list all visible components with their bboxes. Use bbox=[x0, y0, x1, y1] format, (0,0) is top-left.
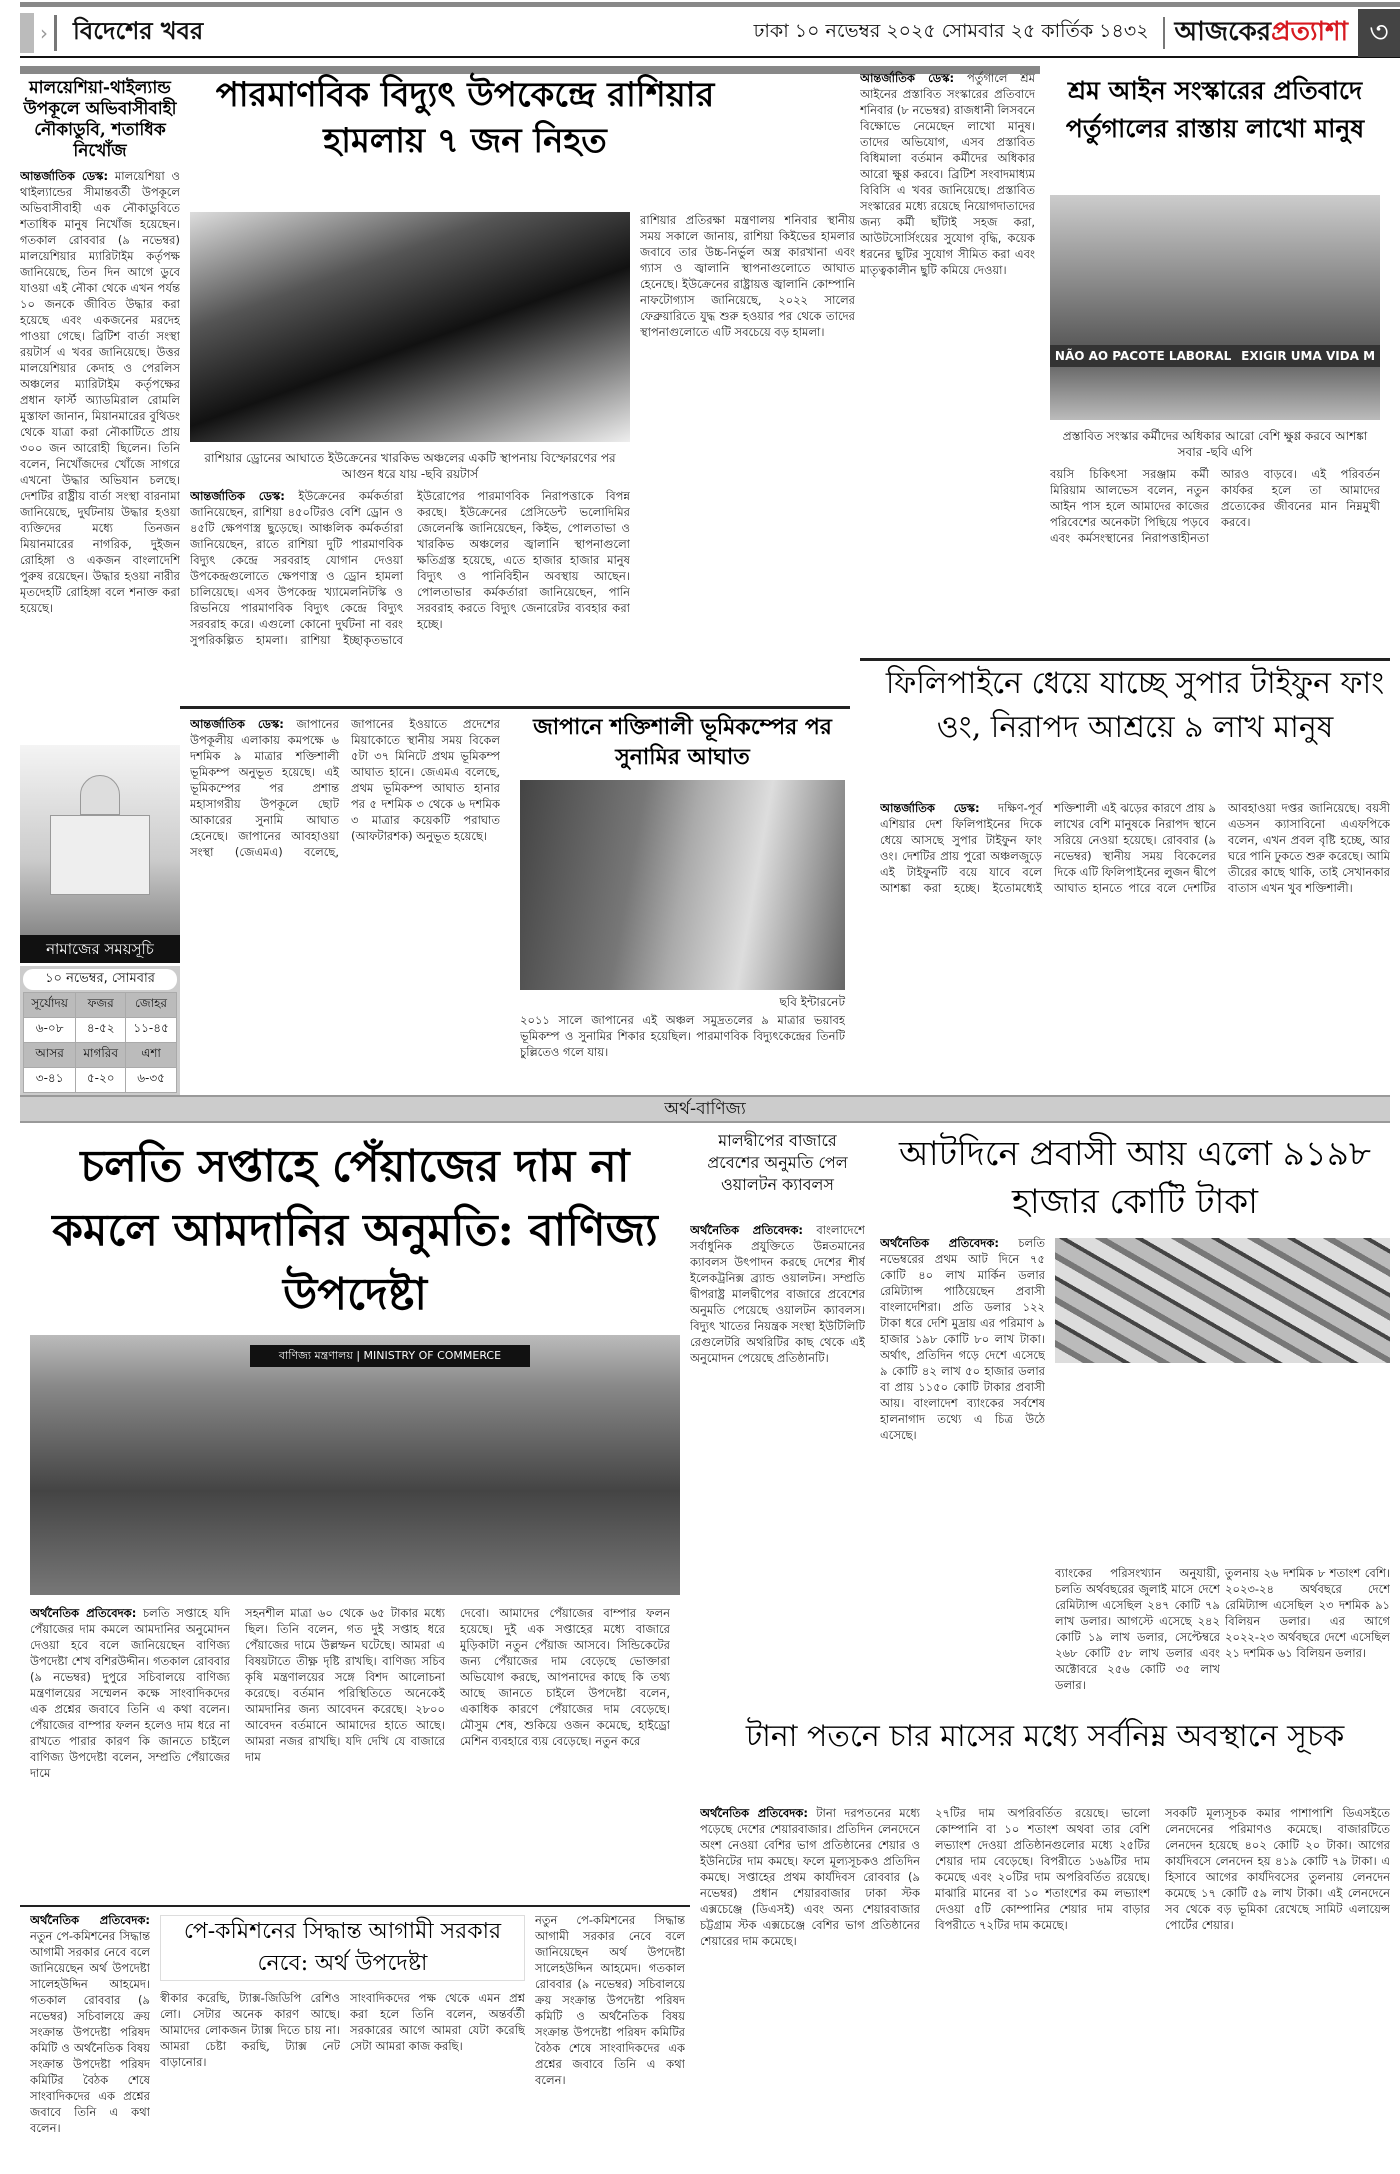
article-share-col2: ২৭টির দাম অপরিবর্তিত রয়েছে। ভালো কোম্পানি বা ১০ শতাংশ অথবা তার বেশি লভ্যাংশ দেওয়া প্রতিষ্ঠানগুলোর মধ্যে ২৫টির শেয়ার দাম বেড়েছে। বিপরীতে ১৬৯টির দাম কমেছে এবং ২০টির দাম অপরিবর্তিত রয়েছে। মাঝারি মানের বা ১০ শতাংশের কম লভ্যাংশ দেওয়া ৫টি কোম্পানির শেয়ার দাম বাড়ার বিপরীতে ৭২টির দাম কমেছে। bbox=[935, 1806, 1150, 1932]
prayer-label: জোহর bbox=[126, 993, 177, 1018]
top-rule bbox=[20, 2, 1400, 7]
dateline: আন্তর্জাতিক ডেস্ক: bbox=[20, 169, 109, 183]
divider bbox=[54, 15, 57, 51]
article-remittance-col2: ব্যাংকের পরিসংখ্যান অনুযায়ী, চলতি অর্থবছরের জুলাই মাসে দেশে রেমিট্যান্স এসেছিল ২৪৭ কোটি ৭৯ লাখ ডলার। আগস্টে এসেছে ২৪২ কোটি ১৯ লাখ ডলার, সেপ্টেম্বরে ২৬৮ কোটি ৫৮ লাখ ডলার এবং অক্টোবরে ২৫৬ কোটি ৩৫ লাখ ডলার। bbox=[1055, 1566, 1220, 1692]
dateline: অর্থনৈতিক প্রতিবেদক: bbox=[30, 1606, 137, 1620]
chevron-right-icon: › bbox=[40, 21, 48, 45]
article-body: চলতি নভেম্বরের প্রথম আট দিনে ৭৫ কোটি ৪০ লাখ মার্কিন ডলার রেমিট্যান্স পাঠিয়েছেন প্রবাসী বাংলাদেশিরা। প্রতি ডলার ১২২ টাকা ধরে দেশি মুদ্রায় এর পরিমাণ ৯ হাজার ১৯৮ কোটি ৮০ লাখ টাকা। অর্থাৎ, প্রতিদিন গড়ে দেশে এসেছে ৯ কোটি ৪২ লাখ ৫০ হাজার ডলার বা প্রায় ১১৫০ কোটি টাকার প্রবাসী আয়। বাংলাদেশ ব্যাংকের সর্বশেষ হালনাগাদ তথ্যে এ চিত্র উঠে এসেছে। bbox=[880, 1236, 1045, 1442]
prayer-time: ৩-৪১ bbox=[24, 1068, 76, 1093]
prayer-time: ৬-০৮ bbox=[24, 1018, 76, 1043]
article-walton bbox=[690, 1222, 865, 1712]
headline-portugal[interactable]: শ্রম আইন সংস্কারের প্রতিবাদে পর্তুগালের রাস্তায় লাখো মানুষ bbox=[1065, 76, 1365, 143]
headline-remittance[interactable]: আটদিনে প্রবাসী আয় এলো ৯১৯৮ হাজার কোটি টাকা bbox=[899, 1134, 1371, 1222]
money-photo bbox=[1055, 1238, 1390, 1363]
divider bbox=[1163, 17, 1165, 49]
article-share-col3: সবকটি মূল্যসূচক কমার পাশাপাশি ডিএসইতে লেনদেনের পরিমাণও কমেছে। বাজারটিতে লেনদেন হয়েছে ৪০২ কোটি ২০ টাকা। আগের কার্যদিবসে লেনদেন হয় ৪১৯ কোটি ৭৯ টাকা। এ হিসাবে আগের কার্যদিবসের তুলনায় লেনদেন কমেছে ১৭ কোটি ৫৯ লাখ টাকা। এই লেনদেনে সব থেকে বড় ভূমিকা রেখেছে সামিট এলায়েন্স পোর্টের শেয়ার। bbox=[1165, 1806, 1390, 1932]
rule bbox=[180, 706, 850, 709]
article-onion-col2: সহনশীল মাত্রা ৬০ থেকে ৬৫ টাকার মধ্যে ছিল। তিনি বলেন, গত দুই সপ্তাহ ধরে পেঁয়াজের দামে উল্লম্ফন ঘটেছে। আমরা এ বিষয়টাতে তীক্ষ্ণ দৃষ্টি রাখছি। বাণিজ্য সচিব কৃষি মন্ত্রণালয়ের সঙ্গে বিশদ আলোচনা করেছে। বর্তমান পরিস্থিতিতে অনেকেই আমদানির জন্য আবেদন করেছে। ২৮০০ আবেদন বর্তমানে আমাদের হাতে আছে। আমরা নজর রাখছি। যদি দেখি যে বাজারে দাম bbox=[245, 1606, 445, 1764]
protest-banners bbox=[1050, 345, 1380, 367]
article-body: মালয়েশিয়া ও থাইল্যান্ডের সীমান্তবর্তী উপকূলে অভিবাসীবাহী এক নৌকাডুবিতে শতাধিক মানুষ নিখোঁজ হয়েছেন। গতকাল রোববার (৯ নভেম্বর) মালয়েশিয়ার ম্যারিটাইম কর্তৃপক্ষ জানিয়েছে, তিন দিন আগে ডুবে যাওয়া এই নৌকা থেকে এখন পর্যন্ত ১০ জনকে জীবিত উদ্ধার করা হয়েছে এবং একজনের মরদেহ পাওয়া গেছে। ব্রিটিশ বার্তা সংস্থা রয়টার্স এ খবর জানিয়েছে। উত্তর মালয়েশিয়ার কেদাহ ও পেরলিস অঞ্চলের ম্যারিটাইম কর্তৃপক্ষের প্রধান ফার্স্ট অ্যাডমিরাল রোমলি মুস্তাফা জানান, মিয়ানমারের বুথিডং থেকে যাত্রা করা নৌকাটিতে প্রায় ৩০০ জন আরোহী ছিলেন। তিনি বলেন, নিখোঁজদের খোঁজে সাগরে এখনো উদ্ধার অভিযান চলছে। দেশটির রাষ্ট্রীয় বার্তা সংস্থা বারনামা জানিয়েছে, দুর্ঘটনায় উদ্ধার হওয়া ব্যক্তিদের মধ্যে তিনজন মিয়ানমারের নাগরিক, দুইজন রোহিঙ্গা ও একজন বাংলাদেশি পুরুষ রয়েছেন। উদ্ধার হওয়া নারীর মৃতদেহটি রোহিঙ্গা বলে শনাক্ত করা হয়েছে। bbox=[20, 169, 180, 615]
prayer-time: ৬-৩৫ bbox=[126, 1068, 177, 1093]
newspaper-logo[interactable] bbox=[1175, 11, 1348, 55]
headline-share[interactable]: টানা পতনে চার মাসের মধ্যে সর্বনিম্ন অবস্থানে সূচক bbox=[745, 1719, 1345, 1754]
article-body: পর্তুগালে শ্রম আইনের প্রস্তাবিত সংস্কারের প্রতিবাদে শনিবার (৮ নভেম্বর) রাজধানী লিসবনে বিক্ষোভে নেমেছেন লাখো মানুষ। তাদের অভিযোগ, এসব প্রস্তাবিত বিধিমালা বর্তমান কর্মীদের অধিকার আরো ক্ষুণ্ণ করবে। ব্রিটিশ সংবাদমাধ্যম বিবিসি এ খবর জানিয়েছে। প্রস্তাবিত সংস্কারের মধ্যে রয়েছে নিয়োগদাতাদের জন্য কর্মী ছাঁটাই সহজ করা, আউটসোর্সিংয়ের সুযোগ বৃদ্ধি, কয়েক ধরনের ছুটির সুযোগ সীমিত করা এবং মাতৃত্বকালীন ছুটি কমিয়ে দেওয়া। bbox=[860, 71, 1035, 277]
article-pay-col2: স্বীকার করেছি, ট্যাক্স-জিডিপি রেশিও লো। সেটার অনেক কারণ আছে। আমাদের লোকজন ট্যাক্স দিতে চায় না। আমরা চেষ্টা করছি, ট্যাক্স নেট বাড়ানোর। bbox=[160, 1991, 340, 2069]
prayer-time: ৫-২০ bbox=[76, 1068, 126, 1093]
onion-photo bbox=[30, 1335, 680, 1595]
photo-caption: প্রস্তাবিত সংস্কার কর্মীদের অধিকার আরো বেশি ক্ষুণ্ণ করবে আশঙ্কা সবার -ছবি এপি bbox=[1062, 429, 1368, 459]
prayer-date: ১০ নভেম্বর, সোমবার bbox=[23, 969, 177, 990]
rule bbox=[20, 1905, 690, 1907]
article-body: দক্ষিণ-পূর্ব এশিয়ার দেশ ফিলিপাইনের দিকে ধেয়ে আসছে সুপার টাইফুন ফাং ওং। দেশটির প্রায় পুরো অঞ্চলজুড়ে এই টাইফুনটি বয়ে যাবে বলে আশঙ্কা করা হচ্ছে। ইতোমধ্যেই শক্তিশালী এই ঝড়ের কারণে প্রায় ৯ লাখের বেশি মানুষকে নিরাপদ স্থানে সরিয়ে নেওয়া হয়েছে। রোববার (৯ নভেম্বর) স্থানীয় সময় বিকেলের দিকে এটি ফিলিপাইনের লুজন দ্বীপে আঘাত হানতে পারে বলে দেশটির আবহাওয়া দপ্তর জানিয়েছে। বয়সী এডসন ক্যাসাবিনো এএফপিকে বলেন, এখন প্রবল বৃষ্টি হচ্ছে, আর ঘরে পানি ঢুকতে শুরু করেছে। আমি তীরের কাছে থাকি, তাই সেখানকার বাতাস এখন খুব শক্তিশালী। bbox=[880, 801, 1390, 895]
page-number: ৩ bbox=[1358, 9, 1400, 57]
prayer-time: ১১-৪৫ bbox=[126, 1018, 177, 1043]
photo-caption: ছবি ইন্টারনেট bbox=[779, 995, 845, 1009]
dateline: আন্তর্জাতিক ডেস্ক: bbox=[190, 489, 285, 503]
ministry-banner: বাণিজ্য মন্ত্রণালয় | MINISTRY OF COMMERCE bbox=[250, 1345, 530, 1367]
article-pay bbox=[30, 1912, 150, 2167]
dateline: আন্তর্জাতিক ডেস্ক: bbox=[860, 71, 955, 85]
headline-nuclear[interactable]: পারমাণবিক বিদ্যুৎ উপকেন্দ্রে রাশিয়ার হামলায় ৭ জন নিহত bbox=[215, 75, 715, 161]
prayer-label: ফজর bbox=[76, 993, 126, 1018]
section-marker bbox=[20, 13, 34, 53]
headline-pay[interactable]: পে-কমিশনের সিদ্ধান্ত আগামী সরকার নেবে: অর্থ উপদেষ্টা bbox=[160, 1915, 525, 1981]
photo-caption: রাশিয়ার ড্রোনের আঘাতে ইউক্রেনের খারকিভ অঞ্চলের একটি স্থাপনায় বিস্ফোরণের পর আগুন ধরে যায় -ছবি রয়টার্স bbox=[204, 451, 616, 481]
article-body: জাপানের উপকূলীয় এলাকায় কমপক্ষে ৬ দশমিক ৯ মাত্রার শক্তিশালী ভূমিকম্প অনুভূত হয়েছে। এই ভূমিকম্পের পর প্রশান্ত মহাসাগরীয় উপকূলে ছোট আকারের সুনামি আঘাত হেনেছে। জাপানের আবহাওয়া সংস্থা (জেএমএ) বলেছে, জাপানের ইওয়াতে প্রদেশের মিয়াকোতে স্থানীয় সময় বিকেল ৫টা ৩৭ মিনিটে প্রথম ভূমিকম্প আঘাত হানে। জেএমএ বলেছে, প্রথম ভূমিকম্প আঘাত হানার পর ৫ দশমিক ৩ থেকে ৬ দশমিক ৩ মাত্রার কয়েকটি পরাঘাত (আফটারশক) অনুভূত হয়েছে। bbox=[190, 717, 500, 859]
prayer-label: এশা bbox=[126, 1043, 177, 1068]
portugal-photo bbox=[1050, 195, 1380, 420]
prayer-label: আসর bbox=[24, 1043, 76, 1068]
dateline: আন্তর্জাতিক ডেস্ক: bbox=[190, 717, 284, 731]
article-body: টানা দরপতনের মধ্যে পড়েছে দেশের শেয়ারবাজার। প্রতিদিন লেনদেনে অংশ নেওয়া বেশির ভাগ প্রতিষ্ঠানের শেয়ার ও ইউনিটের দাম কমছে। ফলে মূল্যসূচকও প্রতিদিন কমছে। সপ্তাহের প্রথম কার্যদিবস রোববার (৯ নভেম্বর) প্রধান শেয়ারবাজার ঢাকা স্টক এক্সচেঞ্জে (ডিএসই) এবং অন্য শেয়ারবাজার চট্টগ্রাম স্টক এক্সচেঞ্জে বেশির ভাগ প্রতিষ্ঠানের শেয়ারের দাম কমেছে। bbox=[700, 1806, 920, 1948]
article-portugal-cont: বয়সি চিকিৎসা সরঞ্জাম কর্মী মিরিয়াম আলভেস বলেন, নতুন আইন পাস হলে আমাদের কাজের পরিবেশের অনেকটা পিছিয়ে পড়বে এবং কর্মসংস্থানের নিরাপত্তাহীনতা আরও বাড়বে। এই পরিবর্তন কার্যকর হলে তা আমাদের প্রত্যেকের জীবনের মান নিম্নমুখী করবে। bbox=[1050, 467, 1380, 545]
date-line: ঢাকা ১০ নভেম্বর ২০২৫ সোমবার ২৫ কার্তিক ১৪৩২ bbox=[753, 20, 1149, 42]
article-pay-col3: সাংবাদিকদের পক্ষ থেকে এমন প্রশ্ন করা হলে তিনি বলেন, অন্তর্বর্তী সরকারের আগে আমরা যেটা করেছি সেটা আমরা কাজ করছি। bbox=[350, 1991, 525, 2053]
logo-text-red: প্রত্যাশা bbox=[1271, 17, 1348, 47]
mosque-image bbox=[20, 745, 180, 935]
prayer-label: সূর্যোদয় bbox=[24, 993, 76, 1018]
article-body: ইউক্রেনের কর্মকর্তারা জানিয়েছেন, রাশিয়া ৪৫০টিরও বেশি ড্রোন ও ৪৫টি ক্ষেপণাস্ত্র ছুড়েছে। আঞ্চলিক কর্মকর্তারা জানিয়েছেন, রাতে রাশিয়া দুটি পারমাণবিক বিদ্যুৎ কেন্দ্রে সরবরাহ যোগান দেওয়া উপকেন্দ্রগুলোতে ক্ষেপণাস্ত্র ও ড্রোন হামলা চালিয়েছে। এসব উপকেন্দ্র খ্যামেলনিটস্কি ও রিভনিয়ে পারমাণবিক বিদ্যুৎ কেন্দ্রে বিদ্যুৎ সরবরাহ করে। এগুলো কোনো দুর্ঘটনা না বরং সুপরিকল্পিত হামলা। রাশিয়া ইচ্ছাকৃতভাবে ইউরোপের পারমাণবিক নিরাপত্তাকে বিপন্ন করছে। ইউক্রেনের প্রেসিডেন্ট ভলোদিমির জেলেনস্কি জানিয়েছেন, কিইভ, পোলতাভা ও খারকিভ অঞ্চলের জ্বালানি স্থাপনাগুলো ক্ষতিগ্রস্ত হয়েছে, এতে হাজার হাজার মানুষ বিদ্যুৎ ও পানিবিহীন অবস্থায় আছেন। পোলতাভার কর্মকর্তারা জানিয়েছেন, পানি সরবরাহ করতে বিদ্যুৎ জেনারেটর ব্যবহার করা হচ্ছে। bbox=[190, 489, 630, 647]
article-pay-col4: নতুন পে-কমিশনের সিদ্ধান্ত আগামী সরকার নেবে বলে জানিয়েছেন অর্থ উপদেষ্টা সালেহউদ্দিন আহমেদ। গতকাল রোববার (৯ নভেম্বর) সচিবালয়ে ক্রয় সংক্রান্ত উপদেষ্টা পরিষদ কমিটি ও অর্থনৈতিক বিষয় সংক্রান্ত উপদেষ্টা পরিষদ কমিটির বৈঠক শেষে সাংবাদিকদের এক প্রশ্নের জবাবে তিনি এ কথা বলেন। bbox=[535, 1913, 685, 2087]
article-share bbox=[700, 1805, 920, 2165]
article-body: বাংলাদেশে সর্বাধুনিক প্রযুক্তিতে উন্নতমানের ক্যাবলস উৎপাদন করছে দেশের শীর্ষ ইলেকট্রনিক্স ব্র্যান্ড ওয়ালটন। সম্প্রতি দ্বীপরাষ্ট্র মালদ্বীপের বাজারে প্রবেশের অনুমতি পেয়েছে ওয়ালটন ক্যাবলস। বিদ্যুৎ খাতের নিয়ন্ত্রক সংস্থা ইউটিলিটি রেগুলেটরি অথরিটির কাছ থেকে এই অনুমোদন পেয়েছে প্রতিষ্ঠানটি। bbox=[690, 1223, 865, 1365]
japan-photo bbox=[520, 780, 845, 990]
dateline: অর্থনৈতিক প্রতিবেদক: bbox=[30, 1913, 150, 1927]
article-remittance-col3: তুলনায় ২৬ দশমিক ৮ শতাংশ বেশি। ২০২৩-২৪ অর্থবছরে দেশে রেমিট্যান্স এসেছিল ২৩ দশমিক ৯১ বিলিয়ন ডলার। এর আগে ২০২২-২৩ অর্থবছরে দেশে এসেছিল ২১ দশমিক ৬১ বিলিয়ন ডলার। bbox=[1225, 1566, 1390, 1660]
article-nuclear bbox=[190, 488, 630, 718]
article-japan-cont: ২০১১ সালে জাপানের এই অঞ্চল সমুদ্রতলের ৯ মাত্রার ভয়াবহ ভূমিকম্প ও সুনামির শিকার হয়েছিল। পারমাণবিক বিদ্যুৎকেন্দ্রের তিনটি চুল্লিতেও গলে যায়। bbox=[520, 1013, 845, 1059]
dateline: আন্তর্জাতিক ডেস্ক: bbox=[880, 801, 980, 815]
headline-japan[interactable]: জাপানে শক্তিশালী ভূমিকম্পের পর সুনামির আঘাত bbox=[533, 714, 832, 770]
headline-philippines[interactable]: ফিলিপাইনে ধেয়ে যাচ্ছে সুপার টাইফুন ফাং ওং, নিরাপদ আশ্রয়ে ৯ লাখ মানুষ bbox=[885, 666, 1385, 745]
section-economy: অর্থ-বাণিজ্য bbox=[20, 1095, 1390, 1123]
article-remittance bbox=[880, 1235, 1045, 1565]
dateline: অর্থনৈতিক প্রতিবেদক: bbox=[690, 1223, 803, 1237]
article-japan bbox=[190, 716, 500, 1086]
article-malaysia bbox=[20, 168, 180, 733]
section-bar bbox=[20, 66, 180, 74]
dateline: অর্থনৈতিক প্রতিবেদক: bbox=[700, 1806, 808, 1820]
article-body: চলতি সপ্তাহে যদি পেঁয়াজের দাম কমলে আমদানির অনুমোদন দেওয়া হবে বলে জানিয়েছেন বাণিজ্য উপদেষ্টা শেখ বশিরউদ্দীন। গতকাল রোববার (৯ নভেম্বর) দুপুরে সচিবালয়ে বাণিজ্য মন্ত্রণালয়ের সম্মেলন কক্ষে সাংবাদিকদের এক প্রশ্নের জবাবে তিনি এ কথা বলেন। পেঁয়াজের বাম্পার ফলন হলেও দাম ধরে না রাখতে পারার কারণ কি জানতে চাইলে বাণিজ্য উপদেষ্টা বলেন, সম্প্রতি পেঁয়াজের দামে bbox=[30, 1606, 230, 1780]
logo-text: আজকের bbox=[1174, 17, 1272, 47]
prayer-table bbox=[20, 966, 180, 1096]
article-nuclear-cont: রাশিয়ার প্রতিরক্ষা মন্ত্রণালয় শনিবার স্থানীয় সময় সকালে জানায়, রাশিয়া কিইভের হামলার জবাবে তার উচ্চ-নির্ভুল অস্ত্র কারখানা এবং গ্যাস ও জ্বালানি স্থাপনাগুলোতে আঘাত হেনেছে। ইউক্রেনের রাষ্ট্রায়ত্ত জ্বালানি কোম্পানি নাফটোগ্যাস জানিয়েছে, ২০২২ সালের ফেব্রুয়ারিতে যুদ্ধ শুরু হওয়ার পর থেকে তাদের স্থাপনাগুলোতে এটি সবচেয়ে বড় হামলা। bbox=[640, 213, 855, 339]
article-onion-col3: দেবো। আমাদের পেঁয়াজের বাম্পার ফলন হয়েছে। দুই এক সপ্তাহের মধ্যে বাজারে মুড়িকাটা নতুন পেঁয়াজ আসবে। সিন্ডিকেটের জন্য পেঁয়াজের দাম বেড়েছে ভোক্তারা অভিযোগ করছে, আপনাদের কাছে কি তথ্য আছে জানতে চাইলে উপদেষ্টা বলেন, একাধিক কারণে পেঁয়াজের দাম বেড়েছে। মৌসুম শেষ, শুকিয়ে ওজন কমেছে, হাইড্রো মেশিন ব্যবহারে ব্যয় বেড়েছে। নতুন করে bbox=[460, 1606, 670, 1748]
prayer-label: মাগরিব bbox=[76, 1043, 126, 1068]
article-philippines bbox=[880, 800, 1390, 1080]
prayer-time: ৪-৫২ bbox=[76, 1018, 126, 1043]
page-header bbox=[20, 10, 1400, 58]
prayer-title: নামাজের সময়সূচি bbox=[20, 935, 180, 963]
article-body: নতুন পে-কমিশনের সিদ্ধান্ত আগামী সরকার নেবে বলে জানিয়েছেন অর্থ উপদেষ্টা সালেহউদ্দিন আহমেদ। গতকাল রোববার (৯ নভেম্বর) সচিবালয়ে ক্রয় সংক্রান্ত উপদেষ্টা পরিষদ কমিটি ও অর্থনৈতিক বিষয় সংক্রান্ত উপদেষ্টা পরিষদ কমিটির বৈঠক শেষে সাংবাদিকদের এক প্রশ্নের জবাবে তিনি এ কথা বলেন। bbox=[30, 1929, 150, 2135]
nuclear-photo bbox=[190, 212, 630, 442]
mosque-shape bbox=[50, 815, 150, 895]
headline-onion[interactable]: চলতি সপ্তাহে পেঁয়াজের দাম না কমলে আমদানির অনুমতি: বাণিজ্য উপদেষ্টা bbox=[52, 1141, 658, 1320]
dateline: অর্থনৈতিক প্রতিবেদক: bbox=[880, 1236, 999, 1250]
banner-text: EXIGIR UMA VIDA M bbox=[1241, 349, 1376, 363]
section-title: বিদেশের খবর bbox=[73, 16, 204, 45]
headline-malaysia[interactable]: মালয়েশিয়া-থাইল্যান্ড উপকূলে অভিবাসীবাহী নৌকাডুবি, শতাধিক নিখোঁজ bbox=[23, 78, 177, 161]
banner-text: NÃO AO PACOTE LABORAL bbox=[1054, 349, 1232, 363]
rule bbox=[860, 658, 1390, 661]
article-onion bbox=[30, 1605, 230, 1905]
headline-walton[interactable]: মালদ্বীপের বাজারে প্রবেশের অনুমতি পেল ওয়ালটন ক্যাবলস bbox=[707, 1131, 848, 1194]
dome-shape bbox=[80, 775, 120, 815]
article-portugal bbox=[860, 70, 1035, 655]
